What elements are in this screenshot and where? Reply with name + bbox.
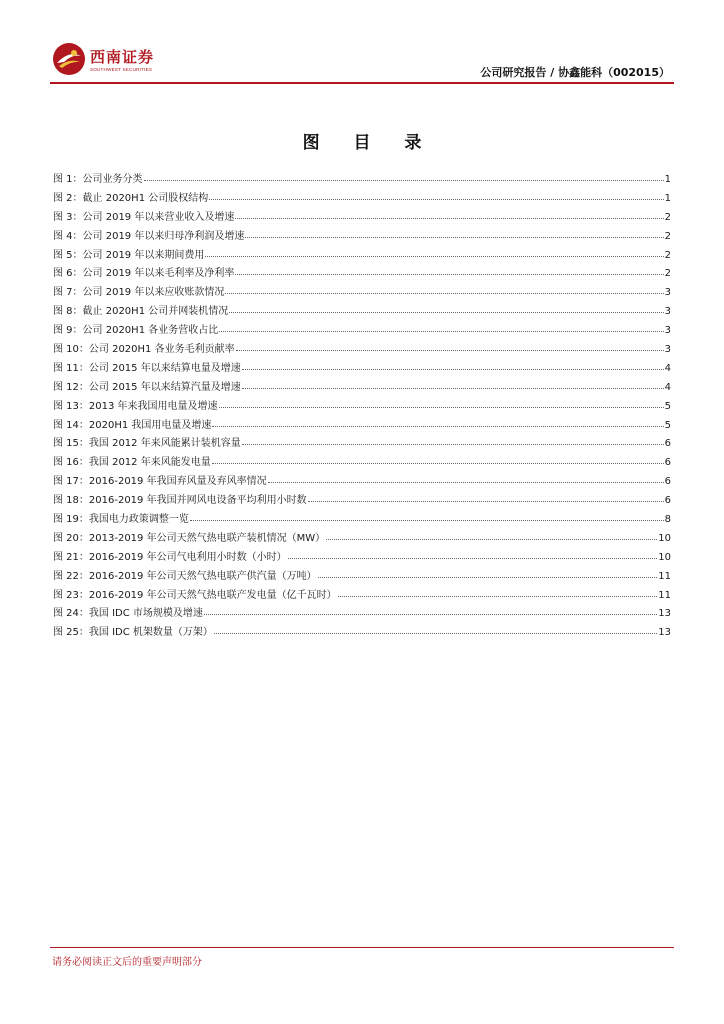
toc-entry[interactable]: [53, 397, 671, 416]
brand-name: 西南证券: [90, 48, 155, 66]
toc-dot-leader: [225, 285, 663, 294]
toc-entry-page-number[interactable]: 2: [664, 249, 671, 261]
toc-entry[interactable]: [53, 567, 671, 586]
toc-entry-label[interactable]: 图 25：我国 IDC 机架数量（万架）: [53, 627, 213, 639]
toc-entry-page-number[interactable]: 13: [658, 608, 671, 620]
toc-entry-label[interactable]: 图 9：公司 2020H1 各业务营收占比: [53, 325, 219, 337]
toc-entry[interactable]: [53, 604, 671, 623]
report-line: 公司研究报告 / 协鑫能科（002015）: [480, 66, 670, 79]
toc-entry-label[interactable]: 图 1：公司业务分类: [53, 174, 143, 185]
toc-entry[interactable]: [53, 170, 671, 189]
toc-entry-page-number[interactable]: 8: [664, 514, 671, 526]
toc-entry-label[interactable]: 图 5：公司 2019 年以来期间费用: [53, 249, 205, 261]
toc-entry-page-number[interactable]: 2: [664, 230, 671, 242]
toc-entry-label[interactable]: 图 10：公司 2020H1 各业务毛利贡献率: [53, 344, 235, 356]
toc-dot-leader: [229, 304, 663, 313]
toc-entry-page-number[interactable]: 6: [664, 476, 671, 488]
toc-dot-leader: [242, 380, 664, 389]
toc-entry-label[interactable]: 图 19：我国电力政策调整一览: [53, 514, 189, 526]
toc-dot-leader: [326, 531, 657, 540]
brand-logo: [52, 40, 212, 80]
toc-entry-label[interactable]: 图 14：2020H1 我国用电量及增速: [53, 419, 212, 431]
page-header: [50, 38, 674, 82]
toc-dot-leader: [242, 436, 664, 445]
toc-entry-label[interactable]: 图 15：我国 2012 年来风能累计装机容量: [53, 438, 241, 450]
toc-dot-leader: [236, 342, 664, 351]
toc-dot-leader: [205, 248, 663, 257]
toc-entry[interactable]: [53, 189, 671, 208]
toc-entry-page-number[interactable]: 10: [658, 551, 671, 563]
toc-entry[interactable]: [53, 302, 671, 321]
toc-entry-page-number[interactable]: 2: [664, 268, 671, 280]
toc-entry[interactable]: [53, 340, 671, 359]
toc-dot-leader: [235, 210, 663, 219]
toc-entry-page-number[interactable]: 4: [664, 381, 671, 393]
toc-entry-page-number[interactable]: 3: [664, 287, 671, 299]
toc-dot-leader: [308, 493, 664, 502]
toc-entry-label[interactable]: 图 12：公司 2015 年以来结算汽量及增速: [53, 381, 241, 393]
toc-entry[interactable]: [53, 623, 671, 642]
toc-entry[interactable]: [53, 453, 671, 472]
toc-entry-label[interactable]: 图 3：公司 2019 年以来营业收入及增速: [53, 211, 235, 223]
toc-dot-leader: [219, 323, 663, 332]
toc-entry-page-number[interactable]: 5: [664, 419, 671, 431]
toc-entry-page-number[interactable]: 3: [664, 344, 671, 356]
brand-logo-icon: [52, 42, 86, 76]
footer-disclaimer: 请务必阅读正文后的重要声明部分: [52, 957, 202, 968]
toc-entry[interactable]: [53, 378, 671, 397]
toc-entry[interactable]: [53, 491, 671, 510]
toc-entry[interactable]: [53, 264, 671, 283]
toc-entry-label[interactable]: 图 2：截止 2020H1 公司股权结构: [53, 192, 209, 204]
toc-entry-page-number[interactable]: 13: [658, 627, 671, 639]
toc-entry-page-number[interactable]: 3: [664, 325, 671, 337]
toc-entry[interactable]: [53, 510, 671, 529]
toc-entry[interactable]: [53, 586, 671, 605]
toc-dot-leader: [212, 455, 664, 464]
toc-entry[interactable]: [53, 548, 671, 567]
toc-entry-page-number[interactable]: 1: [664, 192, 671, 204]
toc-dot-leader: [212, 418, 663, 427]
toc-entry-label[interactable]: 图 4：公司 2019 年以来归母净利润及增速: [53, 230, 245, 242]
toc-entry-label[interactable]: 图 16：我国 2012 年来风能发电量: [53, 457, 211, 469]
toc-dot-leader: [219, 399, 664, 408]
toc-entry-page-number[interactable]: 1: [664, 174, 671, 185]
toc-entry-label[interactable]: 图 17：2016-2019 年我国弃风量及弃风率情况: [53, 476, 267, 488]
toc-entry-label[interactable]: 图 21：2016-2019 年公司气电利用小时数（小时）: [53, 551, 287, 563]
toc-entry[interactable]: [53, 529, 671, 548]
toc-entry-page-number[interactable]: 10: [658, 532, 671, 544]
toc-entry-label[interactable]: 图 11：公司 2015 年以来结算电量及增速: [53, 362, 241, 374]
toc-dot-leader: [204, 606, 657, 615]
toc-dot-leader: [209, 191, 663, 200]
toc-entry-label[interactable]: 图 13：2013 年来我国用电量及增速: [53, 400, 218, 412]
toc-entry[interactable]: [53, 472, 671, 491]
toc-entry[interactable]: [53, 434, 671, 453]
toc-entry[interactable]: [53, 359, 671, 378]
toc-entry-page-number[interactable]: 6: [664, 495, 671, 507]
toc-entry[interactable]: [53, 416, 671, 435]
toc-dot-leader: [235, 266, 663, 275]
toc-dot-leader: [338, 588, 658, 597]
toc-dot-leader: [245, 229, 663, 238]
toc-entry[interactable]: [53, 227, 671, 246]
toc-entry-page-number[interactable]: 2: [664, 211, 671, 223]
toc-entry[interactable]: [53, 321, 671, 340]
toc-entry-label[interactable]: 图 20：2013-2019 年公司天然气热电联产装机情况（MW）: [53, 532, 326, 544]
toc-dot-leader: [318, 569, 658, 578]
toc-entry-page-number[interactable]: 11: [658, 589, 671, 601]
header-divider: [50, 82, 674, 84]
toc-entry[interactable]: [53, 246, 671, 265]
toc-entry-label[interactable]: 图 18：2016-2019 年我国并网风电设备平均利用小时数: [53, 495, 307, 507]
toc-entry-page-number[interactable]: 5: [664, 400, 671, 412]
toc-dot-leader: [242, 361, 664, 370]
figure-toc-list: [53, 170, 671, 642]
toc-dot-leader: [144, 172, 664, 181]
toc-entry-label[interactable]: 图 6：公司 2019 年以来毛利率及净利率: [53, 268, 235, 280]
footer-divider: [50, 947, 674, 948]
toc-entry-label[interactable]: 图 7：公司 2019 年以来应收账款情况: [53, 287, 225, 299]
toc-title: 图 目 录: [302, 133, 436, 153]
toc-dot-leader: [268, 474, 664, 483]
toc-entry-page-number[interactable]: 6: [664, 457, 671, 469]
toc-entry[interactable]: [53, 208, 671, 227]
toc-entry-page-number[interactable]: 11: [658, 570, 671, 582]
toc-dot-leader: [288, 550, 658, 559]
toc-entry-label[interactable]: 图 8：截止 2020H1 公司并网装机情况: [53, 306, 229, 318]
toc-entry[interactable]: [53, 283, 671, 302]
toc-entry-label[interactable]: 图 24：我国 IDC 市场规模及增速: [53, 608, 203, 620]
toc-entry-page-number[interactable]: 3: [664, 306, 671, 318]
toc-entry-label[interactable]: 图 22：2016-2019 年公司天然气热电联产供汽量（万吨）: [53, 570, 317, 582]
toc-entry-label[interactable]: 图 23：2016-2019 年公司天然气热电联产发电量（亿千瓦时）: [53, 589, 337, 601]
toc-entry-page-number[interactable]: 4: [664, 362, 671, 374]
brand-subtitle: SOUTHWEST SECURITIES: [90, 67, 153, 72]
toc-entry-page-number[interactable]: 6: [664, 438, 671, 450]
toc-dot-leader: [214, 625, 657, 634]
toc-dot-leader: [190, 512, 664, 521]
